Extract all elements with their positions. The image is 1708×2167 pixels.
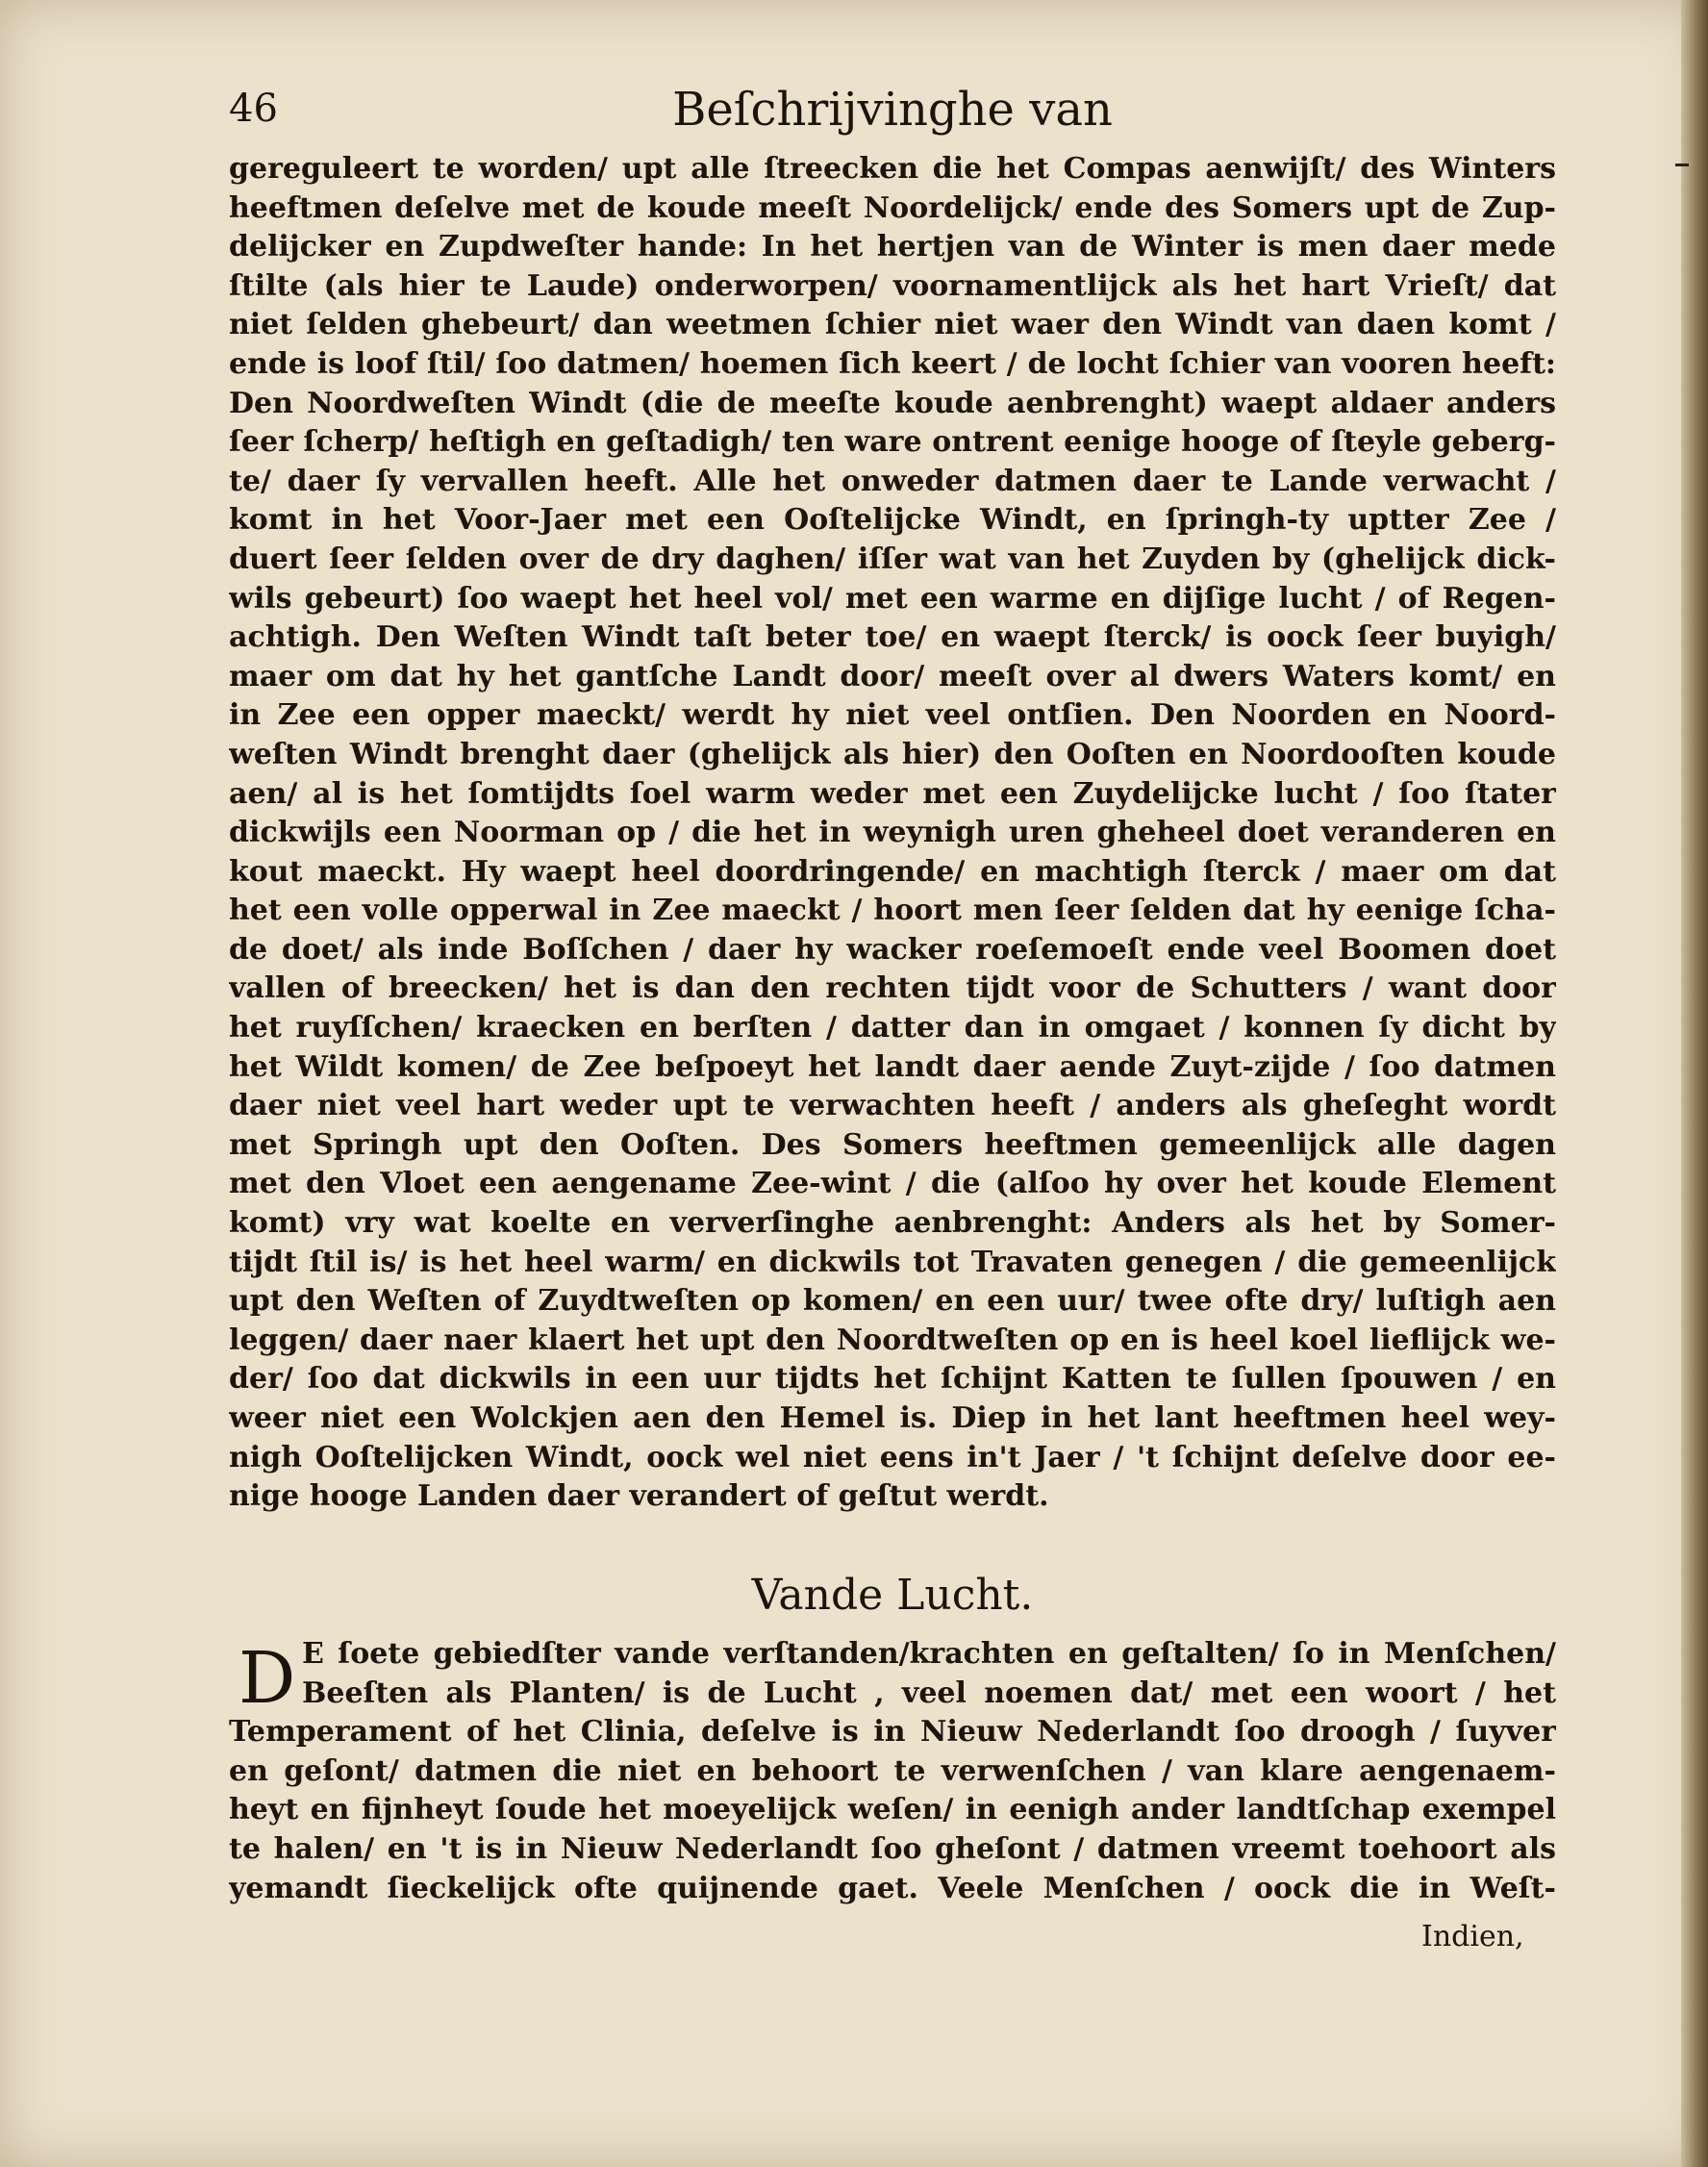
text-line: daer niet veel hart weder upt te verwachten heeft / anders als gheſeght wordt bbox=[229, 1089, 1556, 1123]
text-line: weer niet een Wolckjen aen den Hemel is. Diep in het lant heeftmen heel wey- bbox=[229, 1401, 1556, 1435]
section-heading: Vande Lucht. bbox=[751, 1571, 1034, 1620]
text-line: te halen/ en 't is in Nieuw Nederlandt ſoo gheſont / datmen vreemt toehoort als bbox=[229, 1831, 1556, 1866]
text-line: yemandt ſieckelijck ofte quijnende gaet. Veele Menſchen / oock die in Weſt- bbox=[229, 1871, 1556, 1905]
text-line: maer om dat hy het gantſche Landt door/ meeſt over al dwers Waters komt/ en bbox=[229, 659, 1556, 693]
text-line: der/ ſoo dat dickwils in een uur tijdts het ſchijnt Katten te ſullen ſpouwen / en bbox=[229, 1362, 1556, 1397]
text-line: Den Noordweſten Windt (die de meeſte koude aenbrenght) waept aldaer anders bbox=[229, 386, 1556, 420]
text-line: komt) vry wat koelte en ververſinghe aenbrenght: Anders als het by Somer- bbox=[229, 1206, 1556, 1241]
text-line: E ſoete gebiedſter vande verſtanden/krachten en geſtalten/ ſo in Menſchen/ bbox=[302, 1637, 1556, 1671]
text-line: te/ daer ſy vervallen heeft. Alle het onweder datmen daer te Lande verwacht / bbox=[229, 464, 1556, 498]
text-line: komt in het Voor-Jaer met een Ooſtelijcke Windt, en ſpringh-ty uptter Zee / bbox=[229, 503, 1556, 538]
text-line: achtigh. Den Weſten Windt taſt beter toe/ en waept ſterck/ is oock ſeer buyigh/ bbox=[229, 620, 1556, 655]
text-line: ende is loof ſtil/ ſoo datmen/ hoemen ſich keert / de locht ſchier van vooren heeft: bbox=[229, 346, 1556, 381]
text-line: met Springh upt den Ooſten. Des Somers heeftmen gemeenlijck alle dagen bbox=[229, 1127, 1556, 1162]
text-line: nigh Ooſtelijcken Windt, oock wel niet eens in't Jaer / 't ſchijnt deſelve door ee- bbox=[229, 1440, 1556, 1474]
section-text bbox=[229, 1635, 1556, 1908]
text-line: het Wildt komen/ de Zee beſpoeyt het landt daer aende Zuyt-zijde / ſoo datmen bbox=[229, 1049, 1556, 1084]
text-line: ſtilte (als hier te Laude) onderworpen/ voornamentlijck als het hart Vrieſt/ dat bbox=[229, 268, 1556, 303]
text-line: aen/ al is het ſomtijdts ſoel warm weder met een Zuydelijcke lucht / ſoo ſtater bbox=[229, 776, 1556, 811]
text-line: Temperament of het Clinia, deſelve is in Nieuw Nederlandt ſoo droogh / ſuyver bbox=[229, 1715, 1556, 1750]
page-number: 46 bbox=[229, 87, 278, 131]
text-line: leggen/ daer naer klaert het upt den Noordtweſten op en is heel koel lieflijck we- bbox=[229, 1323, 1556, 1357]
text-line: tijdt ſtil is/ is het heel warm/ en dickwils tot Travaten genegen / die gemeenlijck bbox=[229, 1245, 1556, 1279]
text-line: vallen of breecken/ het is dan den rechten tijdt voor de Schutters / want door bbox=[229, 971, 1556, 1006]
text-line: wils gebeurt) ſoo waept het heel vol/ met een warme en dijſige lucht / of Regen- bbox=[229, 581, 1556, 616]
text-line: de doet/ als inde Boſſchen / daer hy wacker roeſemoeſt ende veel Boomen doet bbox=[229, 932, 1556, 967]
text-line: in Zee een opper maeckt/ werdt hy niet veel ontſien. Den Noorden en Noord- bbox=[229, 698, 1556, 733]
text-line: heyt en fijnheyt ſoude het moeyelijck weſen/ in eenigh ander landtſchap exempel bbox=[229, 1793, 1556, 1827]
text-line: duert ſeer ſelden over de dry daghen/ iſſer wat van het Zuyden by (ghelijck dick- bbox=[229, 542, 1556, 576]
drop-capital: D bbox=[239, 1637, 296, 1720]
text-line: upt den Weſten of Zuydtweſten op komen/ en een uur/ twee ofte dry/ luſtigh aen bbox=[229, 1284, 1556, 1319]
text-line: ſeer ſcherp/ heſtigh en geſtadigh/ ten ware ontrent eenige hooge of ſteyle geberg- bbox=[229, 425, 1556, 460]
text-line: weſten Windt brenght daer (ghelijck als hier) den Ooſten en Noordooſten koude bbox=[229, 737, 1556, 771]
text-line: het een volle opperwal in Zee maeckt / hoort men ſeer ſelden dat hy eenige ſcha- bbox=[229, 894, 1556, 928]
text-line: niet ſelden ghebeurt/ dan weetmen ſchier niet waer den Windt van daen komt / bbox=[229, 308, 1556, 342]
binding-edge bbox=[1681, 0, 1708, 2167]
page-edge-mark bbox=[1675, 164, 1689, 166]
text-line: dickwijls een Noorman op / die het in weynigh uren gheheel doet veranderen en bbox=[229, 816, 1556, 850]
catchword: Indien, bbox=[1421, 1920, 1524, 1953]
text-line: delijcker en Zupdweſter hande: In het hertjen van de Winter is men daer mede bbox=[229, 230, 1556, 265]
running-head: Beſchrijvinghe van bbox=[672, 83, 1113, 137]
text-line: Beeſten als Planten/ is de Lucht , veel noemen dat/ met een woort / het bbox=[302, 1676, 1556, 1710]
text-line: het ruyſſchen/ kraecken en berſten / datter dan in omgaet / konnen ſy dicht by bbox=[229, 1011, 1556, 1046]
text-line: heeftmen deſelve met de koude meeſt Noordelijck/ ende des Somers upt de Zup- bbox=[229, 190, 1556, 225]
body-text bbox=[229, 150, 1556, 1517]
text-line: gereguleert te worden/ upt alle ſtreecken die het Compas aenwijſt/ des Winters bbox=[229, 152, 1556, 186]
text-line: kout maeckt. Hy waept heel doordringende/ en machtigh ſterck / maer om dat bbox=[229, 854, 1556, 889]
text-line: en geſont/ datmen die niet en behoort te verwenſchen / van klare aengenaem- bbox=[229, 1753, 1556, 1788]
text-line: met den Vloet een aengename Zee-wint / die (alſoo hy over het koude Element bbox=[229, 1167, 1556, 1201]
text-line: nige hooge Landen daer verandert of geſtut werdt. bbox=[229, 1479, 1049, 1514]
printed-page bbox=[229, 77, 1556, 2116]
